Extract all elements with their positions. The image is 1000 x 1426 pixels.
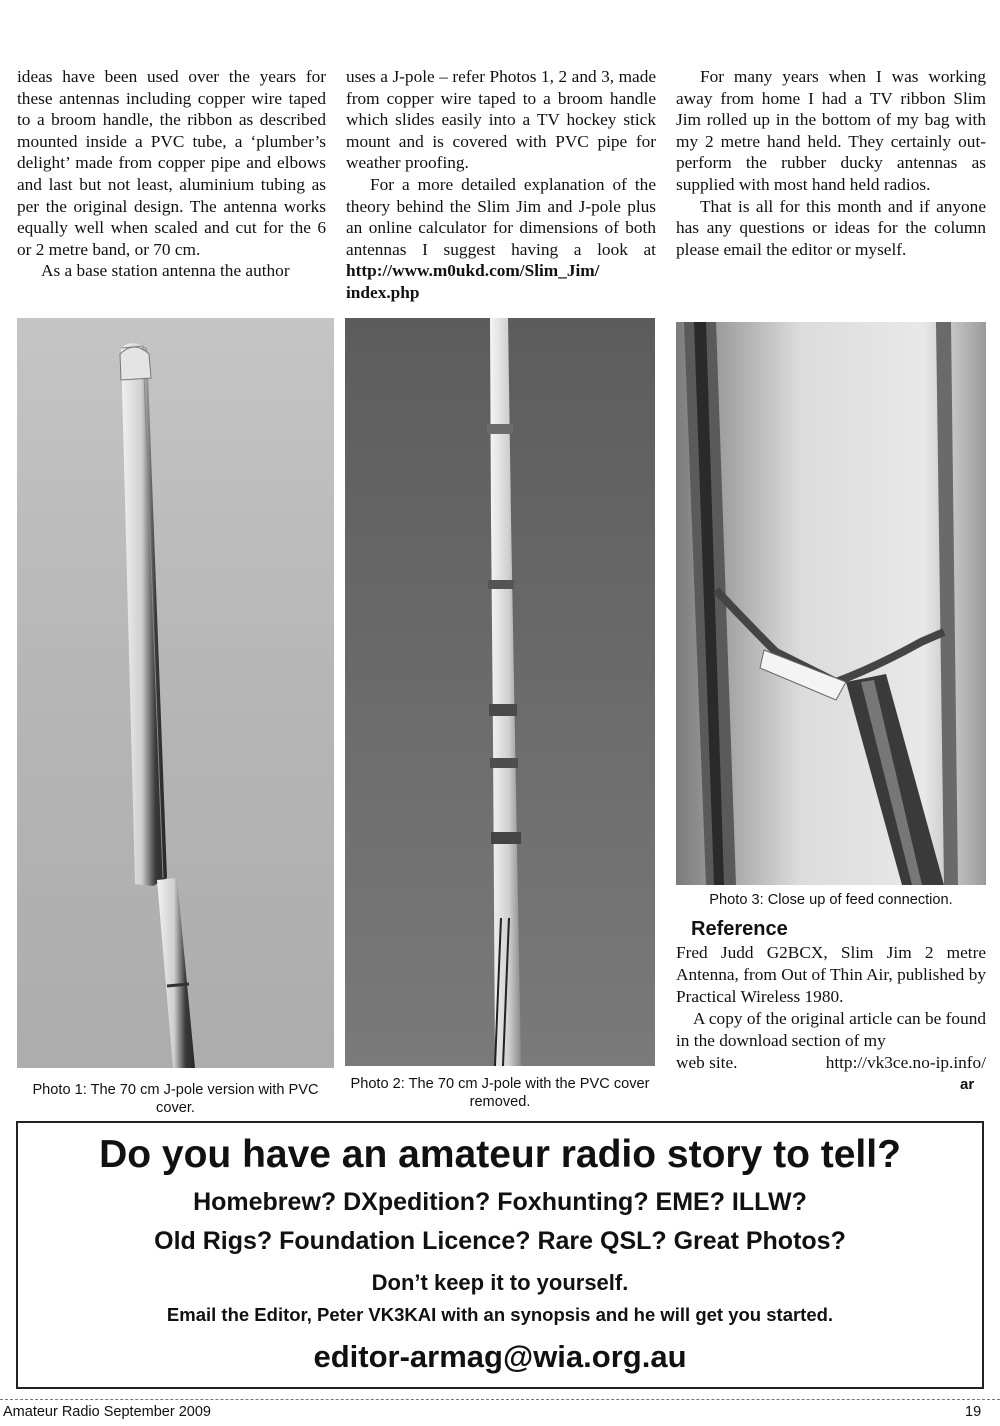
reference-heading: Reference (691, 918, 788, 940)
reference-note: A copy of the original article can be found in the download section of my (676, 1009, 986, 1050)
article-column-1 (17, 66, 326, 282)
photo-2-jpole-uncovered (345, 318, 655, 1066)
ad-topics-line-1: Homebrew? DXpedition? Foxhunting? EME? ILLW? (193, 1188, 807, 1216)
article-paragraph: For many years when I was working away from home I had a TV ribbon Slim Jim rolled up in the bottom of my bag with my 2 metre hand held. They certainly out-perform the rubber ducky antennas as supplied with most hand held radios. (676, 67, 986, 194)
article-paragraph: ideas have been used over the years for these antennas including copper wire taped to a broom handle, the ribbon as described mounted inside a PVC tube, a ‘plumber’s delight’ made from copper pipe and elbows and last but not least, aluminium tubing as per the original design. The antenna works equally well when scaled and cut for the 6 or 2 metre band, or 70 cm. (17, 67, 326, 259)
story-call-box (16, 1121, 984, 1389)
ad-instructions: Email the Editor, Peter VK3KAI with an synopsis and he will get you started. (166, 1304, 834, 1325)
ad-tagline: Don’t keep it to yourself. (371, 1270, 629, 1295)
slim-jim-link[interactable]: http://www.m0ukd.com/Slim_Jim/ index.php (346, 261, 600, 302)
reference-citation: Fred Judd G2BCX, Slim Jim 2 metre Antenna, from Out of Thin Air, published by Practical Wireless 1980. (676, 943, 986, 1006)
article-paragraph: That is all for this month and if anyone has any questions or ideas for the column please email the editor or myself. (676, 196, 986, 259)
article-paragraph: uses a J-pole – refer Photos 1, 2 and 3, made from copper wire taped to a broom handle which slides easily into a TV hockey stick mount and is covered with PVC pipe for weather proofing. (346, 67, 656, 173)
article-paragraph (346, 174, 656, 304)
article-paragraph: As a base station antenna the author (41, 261, 290, 281)
ad-headline: Do you have an amateur radio story to tell? (99, 1133, 901, 1176)
reference-website (676, 1052, 986, 1074)
article-column-3 (676, 66, 986, 260)
page-number: 19 (965, 1404, 982, 1420)
article-paragraph-text: For a more detailed explanation of the theory behind the Slim Jim and J-pole plus an online calculator for dimensions of both antennas I suggest having a look at (346, 174, 656, 259)
article-end-mark: ar (960, 1076, 975, 1093)
photo-3-caption: Photo 3: Close up of feed connection. (709, 892, 953, 908)
article-column-2 (346, 66, 656, 304)
ad-topics-line-2: Old Rigs? Foundation Licence? Rare QSL? Great Photos? (154, 1227, 846, 1255)
footer-divider (0, 1399, 1000, 1400)
reference-body (676, 942, 986, 1074)
photo-3-feed-connection (676, 322, 986, 885)
reference-web-label: web site. (676, 1053, 738, 1072)
photo-1-jpole-pvc (17, 318, 334, 1068)
photo-1-caption: Photo 1: The 70 cm J-pole version with PVC cover. (32, 1082, 319, 1116)
photo-2-caption: Photo 2: The 70 cm J-pole with the PVC cover removed. (350, 1076, 650, 1110)
editor-email-link[interactable]: editor-armag@wia.org.au (313, 1339, 687, 1374)
footer-publication: Amateur Radio September 2009 (3, 1404, 211, 1420)
reference-web-url[interactable]: http://vk3ce.no-ip.info/ (825, 1053, 986, 1072)
